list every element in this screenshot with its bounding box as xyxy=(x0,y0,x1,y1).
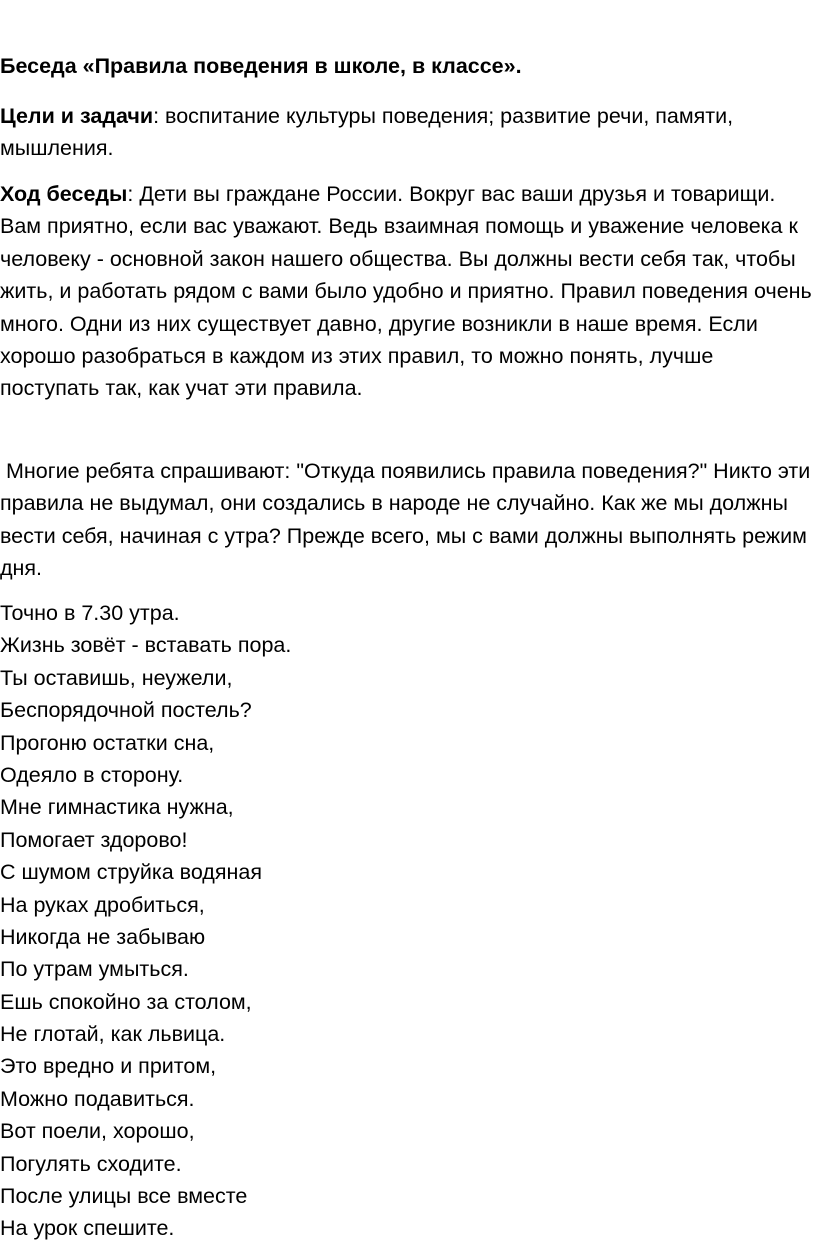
poem-line: Жизнь зовёт - вставать пора. xyxy=(0,633,292,658)
poem-line: Прогоню остатки сна, xyxy=(0,730,215,755)
poem xyxy=(0,597,812,1245)
poem-line: Ты оставишь, неужели, xyxy=(0,665,233,690)
poem-line: Одеяло в сторону. xyxy=(0,762,184,787)
course-text: : Дети вы граждане России. Вокруг вас ваши друзья и товарищи. Вам приятно, если вас уважают. Ведь взаимная помощь и уважение человека к человеку - основной закон нашего общества. Вы должны вести себя так, чтобы жить, и работать рядом с вами было удобно и приятно. Правил поведения очень много. Одни из них существует давно, другие возникли в наше время. Если хорошо разобраться в каждом из этих правил, то можно понять, лучше поступать так, как учат эти правила. xyxy=(0,182,812,401)
poem-line: С шумом струйка водяная xyxy=(0,860,262,885)
goals-term: Цели и задачи xyxy=(0,104,154,128)
goals-text: : воспитание культуры поведения; развитие речи, памяти, мышления. xyxy=(0,104,734,161)
poem-line: Помогает здорово! xyxy=(0,827,188,852)
course-paragraph xyxy=(0,178,812,405)
poem-line: Мне гимнастика нужна, xyxy=(0,795,234,820)
poem-line: На руках дробиться, xyxy=(0,892,205,917)
poem-line: Это вредно и притом, xyxy=(0,1054,217,1079)
poem-line: Точно в 7.30 утра. xyxy=(0,601,180,625)
poem-line: Вот поели, хорошо, xyxy=(0,1119,195,1144)
poem-line: На урок спешите. xyxy=(0,1216,175,1241)
poem-line: По утрам умыться. xyxy=(0,957,189,982)
poem-line: Никогда не забываю xyxy=(0,924,206,949)
intro-paragraph: Многие ребята спрашивают: "Откуда появились правила поведения?" Никто эти правила не выдумал, они создались в народе не случайно. Как же мы должны вести себя, начиная с утра? Прежде всего, мы с вами должны выполнять режим дня. xyxy=(0,459,816,581)
document-title: Беседа «Правила поведения в школе, в классе». xyxy=(0,54,522,78)
poem-line: Ешь спокойно за столом, xyxy=(0,989,252,1014)
poem-line: Беспорядочной постель? xyxy=(0,698,252,723)
poem-line: После улицы все вместе xyxy=(0,1184,248,1209)
poem-line: Не глотай, как львица. xyxy=(0,1022,226,1047)
goals-paragraph xyxy=(0,100,812,165)
poem-line: Погулять сходите. xyxy=(0,1151,182,1176)
poem-line: Можно подавиться. xyxy=(0,1086,195,1111)
course-term: Ход беседы xyxy=(0,182,128,206)
